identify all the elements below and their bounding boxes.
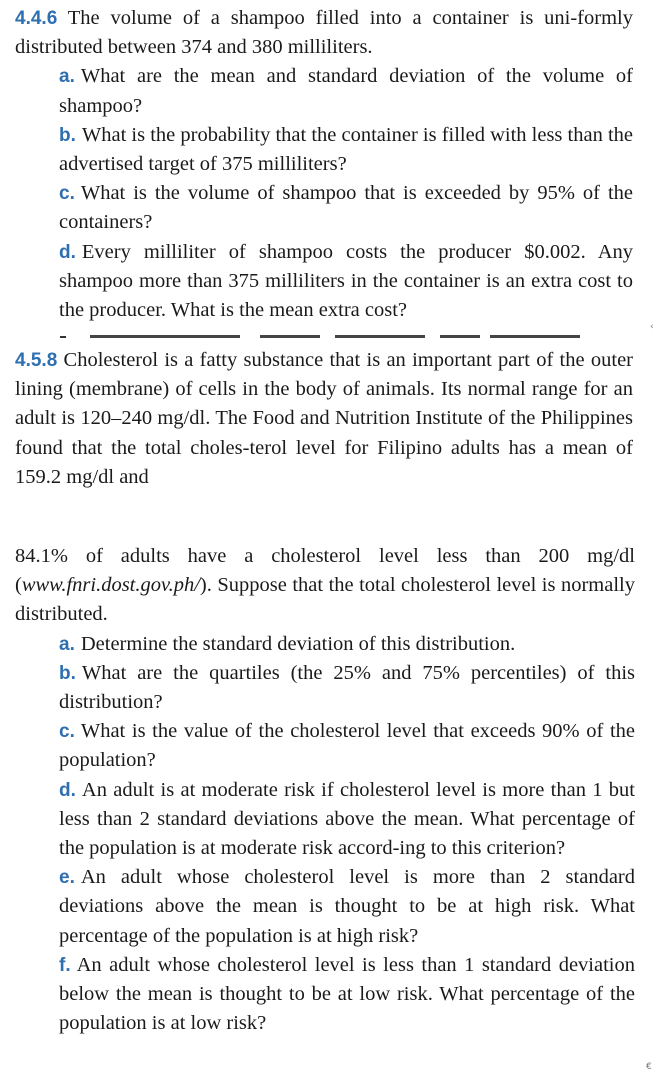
part-text: What is the value of the cholesterol level that exceeds 90% of the population? [59,720,635,772]
part-text: An adult whose cholesterol level is less than 1 standard deviation below the mean is thought to be at low risk. What percentage of the population is at low risk? [59,953,635,1035]
part-d [59,776,635,864]
part-label: a. [59,66,75,88]
part-label: b. [59,662,76,684]
part-c [59,179,633,237]
part-label: e. [59,867,75,889]
part-text: What are the mean and standard deviation of the volume of shampoo? [59,65,633,117]
clipped-text-line [60,334,580,338]
part-a [59,62,633,120]
part-text: An adult is at moderate risk if cholesterol level is more than 1 but less than 2 standard deviations above the mean. What percentage of the population is at moderate risk accord-ing to this criterion? [59,778,635,860]
problem-number: 4.4.6 [15,8,58,29]
part-text: What is the volume of shampoo that is exceeded by 95% of the containers? [59,182,633,234]
part-c [59,717,635,775]
problem-stem [15,346,633,492]
part-label: d. [59,241,76,263]
stem-continuation-text-end: ). Suppose that the total cholesterol level is normally distributed. [15,574,635,626]
part-label: c. [59,183,75,205]
margin-mark: ‹ [650,322,654,332]
problem-4-5-8-continued [15,542,635,1038]
stem-continuation-text: 84.1% of adults have a cholesterol level less than 200 mg/dl ( [15,545,635,597]
source-url: www.fnri.dost.gov.ph/ [21,574,200,597]
part-label: a. [59,633,75,655]
part-text: Every milliliter of shampoo costs the producer $0.002. Any shampoo more than 375 milliliters in the container is an extra cost to the producer. What is the mean extra cost? [59,240,633,322]
part-text: What is the probability that the container is filled with less than the advertised target of 375 milliliters? [59,123,633,176]
part-text: What are the quartiles (the 25% and 75% percentiles) of this distribution? [59,661,635,714]
problem-stem-continuation [15,542,635,630]
part-f [59,951,635,1039]
problem-stem [15,4,633,62]
part-text: Determine the standard deviation of this distribution. [80,632,516,655]
part-label: c. [59,721,75,743]
part-label: d. [59,779,76,801]
part-b [59,121,633,179]
part-label: f. [59,954,71,976]
problem-number: 4.5.8 [15,350,58,371]
part-a [59,630,635,659]
margin-mark: € [646,1062,652,1072]
part-text: An adult whose cholesterol level is more than 2 standard deviations above the mean is thought to be at high risk. What percentage of the population is at high risk? [59,866,635,947]
clipped-text-strokes [60,334,580,338]
problem-4-4-6 [15,4,633,325]
problem-stem-text: Cholesterol is a fatty substance that is an important part of the outer lining (membrane) of cells in the body of animals. Its normal range for an adult is 120–240 mg/dl. The Food and Nutrition Institute of the Philippines found that the total choles-terol level for Filipino adults has a mean of 159.2 mg/dl and [15,349,633,488]
part-e [59,863,635,951]
problem-4-5-8 [15,346,633,492]
part-d [59,238,633,326]
problem-stem-text: The volume of a shampoo filled into a container is uni-formly distributed between 374 and 380 milliliters. [15,7,633,59]
part-label: b. [59,124,76,146]
part-b [59,659,635,717]
